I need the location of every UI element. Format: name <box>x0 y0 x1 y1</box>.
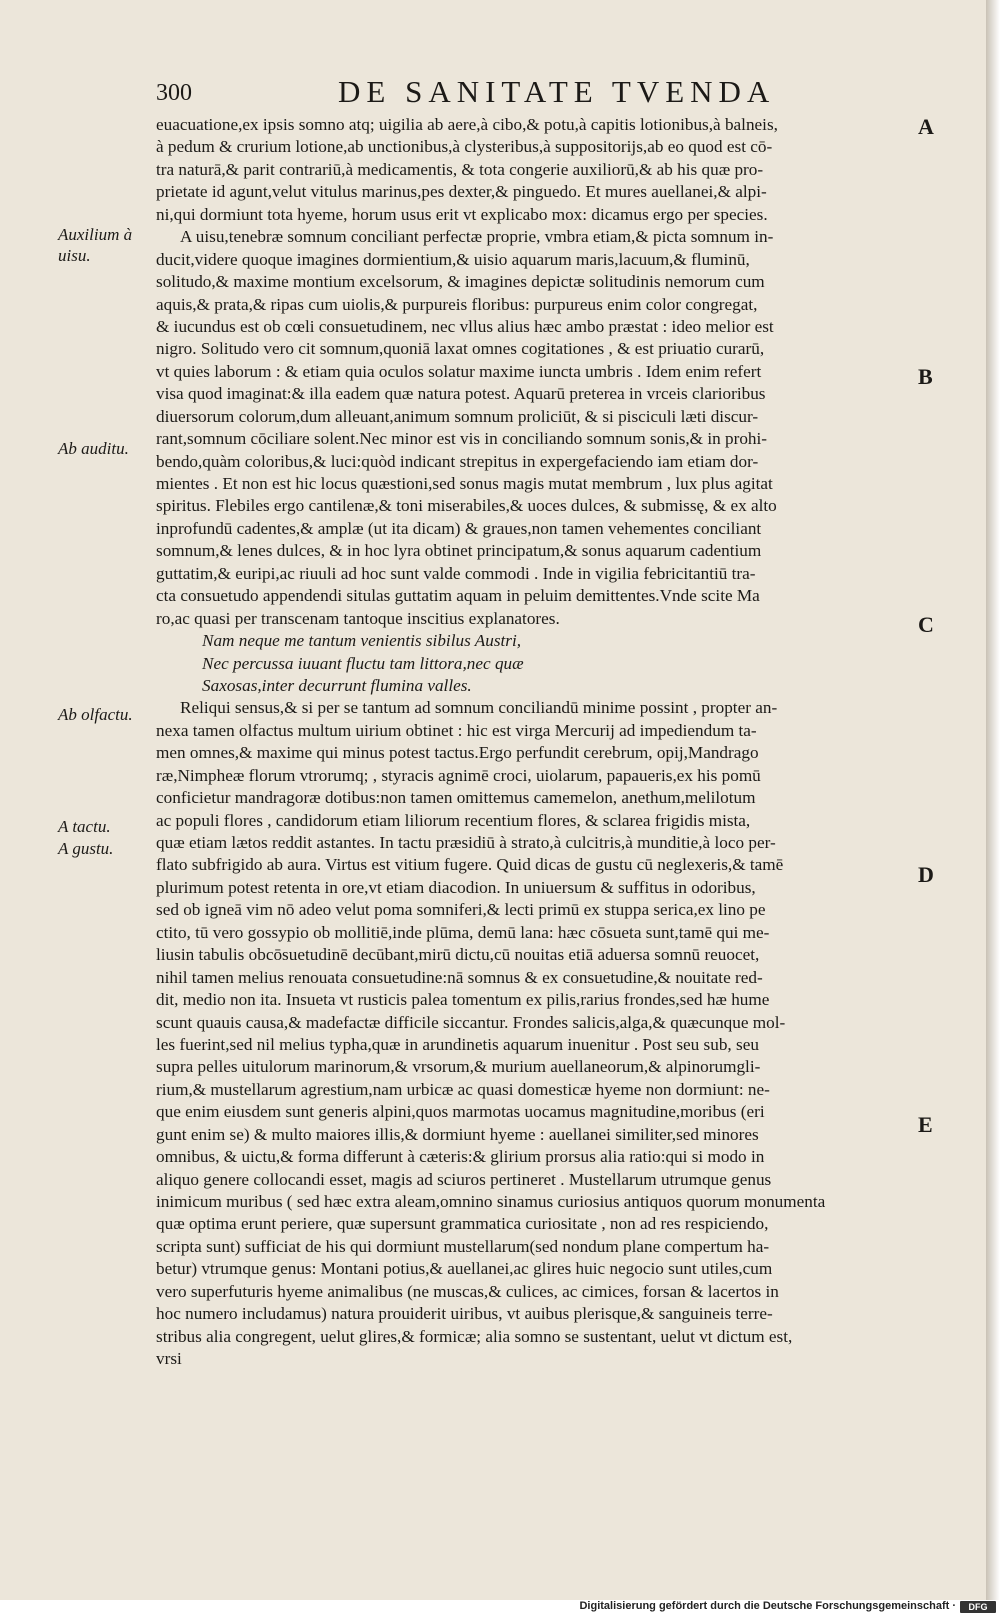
text-line: nexa tamen olfactus multum uirium obtinet : hic est virga Mercurij ad impediendum ta- <box>156 720 757 740</box>
marginal-note-auxilium-a-uisu: Auxilium à uisu. <box>58 225 133 265</box>
text-line: vero superfuturis hyeme animalibus (ne muscas,& culices, ac cimices, forsan & lacertos in <box>156 1281 779 1301</box>
page-number: 300 <box>156 80 192 106</box>
text-line: liusin tabulis obcōsuetudinē decūbant,mirū dictu,cū nouitas etiā aduersa somnū reuocet, <box>156 945 760 965</box>
text-line: nigro. Solitudo vero cit somnum,quoniā laxat omnes cogitationes , & est priuatio curarū, <box>156 339 765 359</box>
verse-line: Nam neque me tantum venientis sibilus Austri, <box>202 631 522 651</box>
running-head: DE SANITATE TVENDA <box>338 74 776 109</box>
text-line: inprofundū cadentes,& amplæ (ut ita dicam) & graues,non tamen vehementes conciliant <box>156 518 762 538</box>
text-line: & iucundus est ob cœli consuetudinem, nec vllus alius hæc ambo præstat : ideo melior est <box>156 316 774 336</box>
text-line: euacuatione,ex ipsis somno atq; uigilia ab aere,à cibo,& potu,à capitis lotionibus,à balneis, <box>156 115 778 134</box>
text-line: ducit,videre quoque imagines dormientium,& uisio aquarum maris,lacuum,& fluminū, <box>156 249 750 269</box>
text-line: inimicum muribus ( sed hæc extra aleam,omnino sinamus curiosius antiquos quorum monumenta <box>156 1192 826 1211</box>
text-line: plurimum potest retenta in ore,vt etiam diacodion. In uniuersum & suffitus in odoribus, <box>156 877 756 897</box>
text-line: solitudo,& maxime montium excelsorum, & imagines depictæ solitudinis nemorum cum <box>156 272 765 292</box>
text-line: scripta sunt) sufficiat de his qui dormiunt mustellarum(sed nondum plane compertum ha- <box>156 1236 770 1256</box>
text-line: aquis,& prata,& ripas cum uiolis,& purpureis floribus: purpureus enim color congregat, <box>156 294 758 314</box>
text-line: scunt quauis causa,& madefactæ difficile siccantur. Frondes salicis,alga,& quæcunque mol- <box>156 1012 786 1032</box>
text-line: supra pelles uitulorum marinorum,& vrsorum,& murium auellaneorum,& alpinorumgli- <box>156 1057 761 1077</box>
text-line: hoc numero includamus) natura prouiderit uiribus, vt auibus plerisque,& sanguineis terre- <box>156 1304 773 1324</box>
text-line: gunt enim se) & multo maiores illis,& dormiunt hyeme : auellanei similiter,sed minores <box>156 1124 759 1144</box>
text-line: flato subfrigido ab aura. Virtus est vitium fugere. Quid dicas de gustu cū neglexeris,& tamē <box>156 855 784 875</box>
text-line: stribus alia congregent, uelut glires,& formicæ; alia somno se sustentant, uelut vt dictum est, <box>156 1326 793 1346</box>
marginal-note-a-gustu: A gustu. <box>58 839 114 858</box>
text-line: ac populi flores , candidorum etiam liliorum recentium flores, & sclarea frigidis mista, <box>156 810 751 830</box>
marginal-note-a-tactu: A tactu. <box>58 817 111 836</box>
text-line: prietate id agunt,velut vitulus marinus,pes dexter,& pinguedo. Et mures auellanei,& alpi- <box>156 182 767 202</box>
section-letter-e: E <box>918 1112 933 1137</box>
text-line: conficietur mandragoræ dotibus:non tamen omittemus camemelon, anethum,melilotum <box>156 788 756 808</box>
text-line: spiritus. Flebiles ergo cantilenæ,& toni miserabiles,& uoces dulces, & submissę, & ex alto <box>156 496 777 516</box>
marginal-note-ab-auditu: Ab auditu. <box>58 439 129 458</box>
text-line: vt quies laborum : & etiam quia oculos solatur maxime iuncta umbris . Idem enim refert <box>156 361 762 381</box>
text-line: guttatim,& euripi,ac riuuli ad hoc sunt valde commodi . Inde in vigilia febricitantiū tra- <box>156 563 756 583</box>
text-line: ro,ac quasi per transcenam tantoque inscitius explanatores. <box>156 608 560 628</box>
text-line: ni,qui dormiunt tota hyeme, horum usus erit vt explicabo mox: dicamus ergo per species. <box>156 204 768 224</box>
text-line: diuersorum colorum,dum alleuant,animum somnum proliciūt, & si pisciculi læti discur- <box>156 406 759 426</box>
text-line: quæ etiam lætos reddit astantes. In tactu præsidiū à strato,à culcitris,à munditie,à loco per- <box>156 833 776 852</box>
section-letter-b: B <box>918 364 933 389</box>
text-line: bendo,quàm coloribus,& luci:quòd indicant strepitus in expergefaciendo iam etiam dor- <box>156 451 759 471</box>
text-line: nihil tamen melius renouata consuetudine:nā somnus & ex consuetudine,& nouitate red- <box>156 967 763 987</box>
verse-line: Saxosas,inter decurrunt flumina valles. <box>202 675 472 695</box>
section-letter-d: D <box>918 862 934 887</box>
text-line: somnum,& lenes dulces, & in hoc lyra obtinet principatum,& sonus aquarum cadentium <box>156 541 762 561</box>
text-line: A uisu,tenebræ somnum conciliant perfectæ proprie, vmbra etiam,& picta somnum in- <box>180 227 774 247</box>
catchword <box>156 1371 908 1393</box>
dfg-logo: DFG <box>960 1601 996 1613</box>
text-line: que enim eiusdem sunt generis alpini,quos marmotas uocamus magnitudine,moribus (eri <box>156 1102 765 1122</box>
text-line: cta consuetudo appendendi situlas guttatim aquam in peluim demittentes.Vnde scite Ma <box>156 586 760 606</box>
text-line: tra naturā,& parit contrariū,à medicamentis, & tota congerie auxiliorū,& ab his quæ pro- <box>156 159 764 179</box>
text-line: ræ,Nimpheæ florum vtrorumq; , styracis agnimē croci, uiolarum, papaueris,ex his pomū <box>156 765 761 785</box>
body-text <box>156 114 908 1393</box>
section-letter-c: C <box>918 612 934 637</box>
page-gutter <box>986 0 1000 1600</box>
verse-line: Nec percussa iuuant fluctu tam littora,nec quæ <box>202 653 524 673</box>
text-line: aliquo genere collocandi esset, magis ad sciuros pertineret . Mustellarum utrumque genus <box>156 1169 772 1189</box>
digitization-credit: Digitalisierung gefördert durch die Deutsche Forschungsgemeinschaft · <box>579 1600 956 1612</box>
text-line: omnibus, & uictu,& forma differunt à cæteris:& glirium prorsus alia ratio:qui si modo in <box>156 1147 765 1167</box>
text-line: ctito, tū vero gossypio ob mollitiē,inde plūma, demū lana: hæc cōsueta sunt,tamē qui me- <box>156 922 770 942</box>
page-header <box>0 74 986 114</box>
text-line: betur) vtrumque genus: Montani potius,& auellanei,ac glires huic negocio sunt utiles,cum <box>156 1259 773 1279</box>
text-line: quæ optima erunt periere, quæ supersunt grammatica curiositate , non ad res respiciendo, <box>156 1214 769 1234</box>
text-line: mientes . Et non est hic locus quæstioni,sed sonus magis mutat membrum , lux plus agitat <box>156 474 773 493</box>
text-line: vrsi <box>156 1349 182 1369</box>
text-line: Reliqui sensus,& si per se tantum ad somnum conciliandū minime possint , propter an- <box>180 698 778 718</box>
text-line: à pedum & crurium lotione,ab unctionibus,à clysteribus,à suppositorijs,ab eo quod est cō- <box>156 137 773 157</box>
text-line: rium,& mustellarum agrestium,nam urbicæ ac quasi domesticæ hyeme non dormiunt: ne- <box>156 1079 770 1099</box>
text-line: dit, medio non ita. Insueta vt rusticis palea tomentum ex pilis,rarius frondes,sed hæ hume <box>156 990 770 1010</box>
marginal-note-ab-olfactu: Ab olfactu. <box>58 705 133 724</box>
text-line: les fuerint,sed nil melius typha,quæ in arundinetis aquarum inuenitur . Post seu sub, seu <box>156 1034 759 1054</box>
text-line: visa quod imaginat:& illa eadem quæ natura potest. Aquarū preterea in vrceis clarioribus <box>156 384 766 404</box>
text-line: sed ob igneā vim nō adeo velut poma somniferi,& lecti primū ex stuppa serica,ex lino pe <box>156 900 766 920</box>
text-line: rant,somnum cōciliare solent.Nec minor est vis in conciliando somnum sonis,& in prohi- <box>156 429 768 449</box>
section-letter-a: A <box>918 114 934 139</box>
footer <box>0 1600 1000 1614</box>
text-line: men omnes,& maxime qui minus potest tactus.Ergo perfundit cerebrum, opij,Mandrago <box>156 743 759 763</box>
